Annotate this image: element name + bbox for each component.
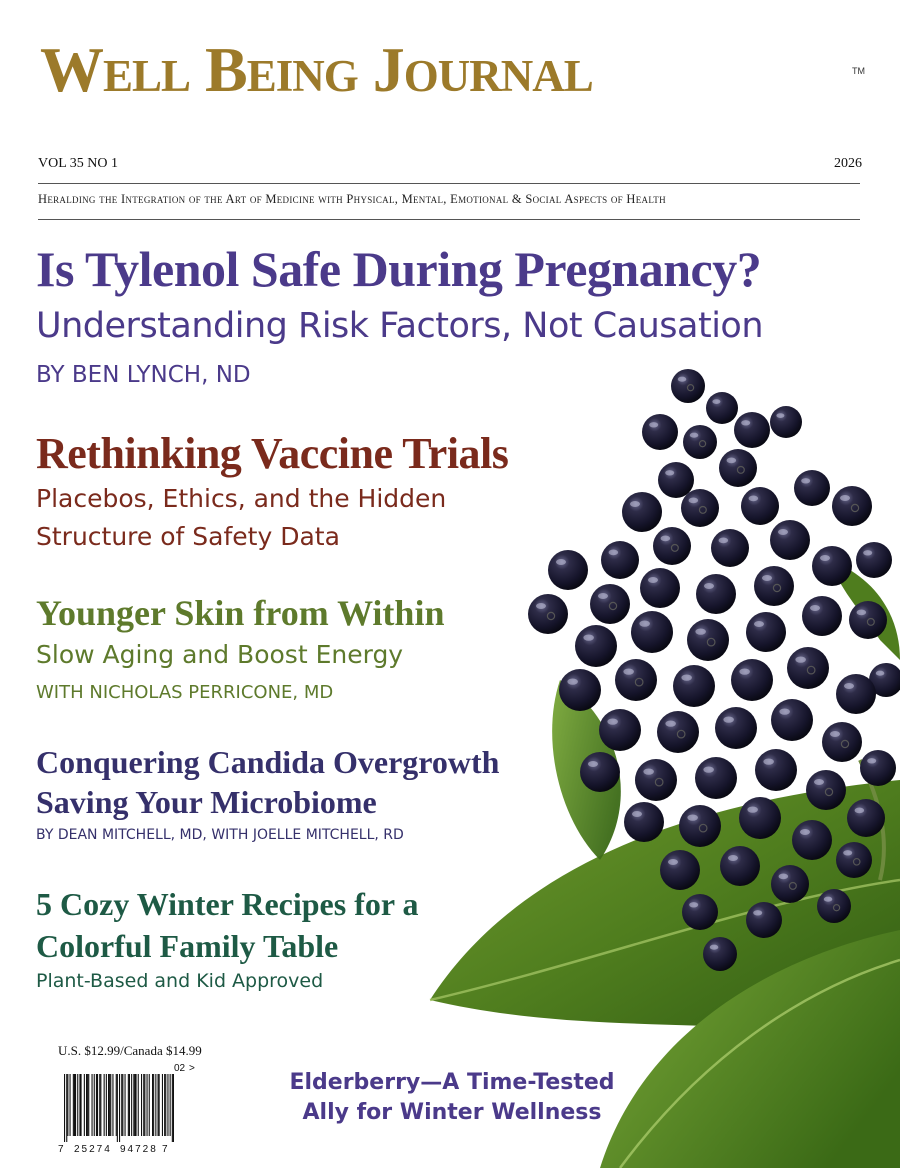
berry xyxy=(802,596,842,636)
barcode-bar xyxy=(162,1074,163,1136)
berry xyxy=(599,709,641,751)
barcode-bar xyxy=(173,1074,174,1142)
berry xyxy=(658,462,694,498)
berry-highlight xyxy=(710,945,719,950)
barcode-bar xyxy=(134,1074,135,1136)
recipes-headline-line1: 5 Cozy Winter Recipes for a xyxy=(36,886,419,922)
barcode-bar xyxy=(67,1074,68,1136)
berry-highlight xyxy=(843,850,852,855)
berry-highlight xyxy=(727,458,737,464)
barcode-bar xyxy=(152,1074,153,1136)
barcode-bar xyxy=(141,1074,142,1136)
berry-highlight xyxy=(678,377,687,382)
berry-highlight xyxy=(536,603,546,609)
barcode-bar xyxy=(106,1074,107,1136)
berry xyxy=(794,470,830,506)
vaccine-subhead-line2: Structure of Safety Data xyxy=(36,522,340,551)
barcode-bar xyxy=(100,1074,101,1136)
divider-top xyxy=(38,183,860,184)
barcode-bar xyxy=(133,1074,134,1136)
berry-highlight xyxy=(649,422,658,427)
barcode-bar xyxy=(112,1074,113,1136)
berry xyxy=(847,799,885,837)
berry xyxy=(731,659,773,701)
berry xyxy=(601,541,639,579)
berry xyxy=(575,625,617,667)
barcode-bar xyxy=(143,1074,144,1136)
berry xyxy=(631,611,673,653)
berry xyxy=(673,665,715,707)
berry-highlight xyxy=(598,593,608,599)
berry-highlight xyxy=(844,683,854,689)
berry-highlight xyxy=(739,668,750,674)
berry-highlight xyxy=(643,768,654,774)
barcode-bar xyxy=(110,1074,111,1136)
berry-highlight xyxy=(867,758,876,763)
berry-highlight xyxy=(607,718,618,724)
berry xyxy=(792,820,832,860)
barcode-bar xyxy=(81,1074,82,1136)
berry-highlight xyxy=(840,495,850,501)
berry-highlight xyxy=(754,621,764,627)
barcode-bar xyxy=(121,1074,122,1136)
berry-highlight xyxy=(623,668,634,674)
berry xyxy=(771,699,813,741)
berry-highlight xyxy=(687,814,698,820)
lead-byline: BY BEN LYNCH, ND xyxy=(36,362,251,388)
berry-highlight xyxy=(723,716,734,722)
elderberry-teaser xyxy=(262,1068,642,1128)
berry-highlight xyxy=(681,674,692,680)
barcode-bar xyxy=(104,1074,105,1136)
elderberry-teaser-line2: Ally for Winter Wellness xyxy=(302,1100,602,1125)
divider-bottom xyxy=(38,219,860,220)
berry-highlight xyxy=(779,874,789,880)
barcode-bar xyxy=(96,1074,97,1136)
berry xyxy=(720,846,760,886)
berry xyxy=(580,752,620,792)
berry xyxy=(770,406,802,438)
skin-subhead: Slow Aging and Boost Energy xyxy=(36,640,404,669)
barcode-bar xyxy=(170,1074,171,1136)
barcode-bar xyxy=(119,1074,120,1142)
vaccine-subhead-line1: Placebos, Ethics, and the Hidden xyxy=(36,484,447,513)
barcode-bar xyxy=(92,1074,93,1136)
berry-highlight xyxy=(556,559,566,565)
barcode-bar xyxy=(158,1074,159,1136)
barcode-digit-left: 7 xyxy=(58,1144,64,1155)
candida-headline-line2: Saving Your Microbiome xyxy=(36,784,377,820)
berry-highlight xyxy=(712,399,720,404)
berry xyxy=(715,707,757,749)
candida-headline-line1: Conquering Candida Overgrowth xyxy=(36,744,500,780)
berry-highlight xyxy=(800,829,810,835)
recipes-headline-line2: Colorful Family Table xyxy=(36,928,339,964)
berry xyxy=(746,902,782,938)
barcode-bar xyxy=(74,1074,75,1136)
barcode-bar xyxy=(75,1074,76,1136)
barcode-digits-group1: 25274 xyxy=(74,1144,112,1155)
issue-number: VOL 35 NO 1 xyxy=(38,156,118,171)
barcode-bar xyxy=(79,1074,80,1136)
berry xyxy=(755,749,797,791)
barcode-bar xyxy=(70,1074,71,1136)
berry-highlight xyxy=(824,897,833,902)
masthead-title: Well Being Journal xyxy=(40,34,593,105)
berry xyxy=(711,529,749,567)
berry-highlight xyxy=(668,859,678,865)
barcode-bar xyxy=(136,1074,137,1136)
barcode-bar xyxy=(97,1074,98,1136)
lead-headline: Is Tylenol Safe During Pregnancy? xyxy=(36,241,762,297)
berry xyxy=(548,550,588,590)
recipes-subhead: Plant-Based and Kid Approved xyxy=(36,970,324,992)
cover-price: U.S. $12.99/Canada $14.99 xyxy=(58,1043,202,1058)
berry-highlight xyxy=(863,550,872,555)
berry-highlight xyxy=(630,501,640,507)
berry-highlight xyxy=(795,656,806,662)
issue-year: 2026 xyxy=(834,156,862,171)
barcode-bar xyxy=(131,1074,132,1136)
vaccine-headline: Rethinking Vaccine Trials xyxy=(36,429,509,478)
barcode-digits-group2: 94728 xyxy=(120,1144,158,1155)
berry-highlight xyxy=(778,529,788,535)
berry-highlight xyxy=(753,910,762,915)
barcode-bar xyxy=(155,1074,156,1136)
berry-highlight xyxy=(690,433,699,438)
lead-subhead: Understanding Risk Factors, Not Causation xyxy=(36,306,764,346)
berry xyxy=(741,487,779,525)
berry-highlight xyxy=(749,496,759,502)
barcode-addon: 02 xyxy=(174,1063,186,1074)
berry-highlight xyxy=(703,766,714,772)
barcode-bar xyxy=(88,1074,89,1136)
berry-highlight xyxy=(588,761,598,767)
barcode-bar xyxy=(86,1074,87,1136)
barcode-bar xyxy=(164,1074,165,1136)
berry-highlight xyxy=(779,708,790,714)
berry-highlight xyxy=(665,720,676,726)
berry-highlight xyxy=(747,806,758,812)
berry-highlight xyxy=(583,634,594,640)
berry-highlight xyxy=(857,610,867,616)
barcode-bar xyxy=(129,1074,130,1136)
barcode-bar xyxy=(73,1074,74,1136)
berry-highlight xyxy=(632,811,642,817)
berry xyxy=(682,894,718,930)
berry-highlight xyxy=(810,605,820,611)
berry-highlight xyxy=(695,628,706,634)
berry-highlight xyxy=(639,620,650,626)
svg-text:>: > xyxy=(189,1063,195,1074)
barcode-bar xyxy=(138,1074,139,1136)
berry-highlight xyxy=(689,902,698,907)
berry-highlight xyxy=(648,577,658,583)
berry-highlight xyxy=(814,779,824,785)
berry xyxy=(860,750,896,786)
berry xyxy=(746,612,786,652)
berry xyxy=(770,520,810,560)
berry-highlight xyxy=(665,470,674,475)
barcode-bar xyxy=(66,1074,67,1142)
barcode xyxy=(58,1060,208,1155)
berry-highlight xyxy=(830,731,840,737)
berry xyxy=(812,546,852,586)
berry-highlight xyxy=(567,678,578,684)
barcode-bar xyxy=(125,1074,126,1136)
berry-highlight xyxy=(876,671,885,676)
berry xyxy=(703,937,737,971)
barcode-bar xyxy=(64,1074,65,1142)
barcode-bar xyxy=(128,1074,129,1136)
barcode-bar xyxy=(109,1074,110,1136)
berry-highlight xyxy=(728,855,738,861)
barcode-bar xyxy=(122,1074,123,1136)
berry-highlight xyxy=(763,758,774,764)
barcode-bar xyxy=(165,1074,166,1136)
barcode-bar xyxy=(159,1074,160,1136)
berry xyxy=(640,568,680,608)
berry-highlight xyxy=(719,538,729,544)
berry xyxy=(695,757,737,799)
candida-byline: BY DEAN MITCHELL, MD, WITH JOELLE MITCHELL, RD xyxy=(36,827,404,843)
barcode-bar xyxy=(149,1074,150,1136)
berry xyxy=(660,850,700,890)
barcode-bar xyxy=(147,1074,148,1136)
berry-highlight xyxy=(661,536,671,542)
berry xyxy=(696,574,736,614)
berry xyxy=(739,797,781,839)
skin-headline: Younger Skin from Within xyxy=(36,593,445,633)
berry xyxy=(642,414,678,450)
berry xyxy=(706,392,738,424)
berry-highlight xyxy=(609,550,619,556)
berry xyxy=(622,492,662,532)
berry xyxy=(624,802,664,842)
berry-highlight xyxy=(741,420,750,425)
berry xyxy=(734,412,770,448)
barcode-bar xyxy=(167,1074,168,1136)
barcode-digit-right: 7 xyxy=(162,1144,168,1155)
barcode-bar xyxy=(77,1074,78,1136)
trademark-mark: TM xyxy=(852,66,865,76)
elderberry-teaser-line1: Elderberry—A Time-Tested xyxy=(289,1070,615,1095)
berry-highlight xyxy=(801,478,810,483)
berry-highlight xyxy=(704,583,714,589)
skin-byline: WITH NICHOLAS PERRICONE, MD xyxy=(36,682,334,703)
barcode-bar xyxy=(84,1074,85,1136)
barcode-bar xyxy=(116,1074,117,1136)
barcode-bar xyxy=(172,1074,173,1142)
barcode-bar xyxy=(87,1074,88,1136)
barcode-bar xyxy=(117,1074,118,1142)
barcode-bar xyxy=(94,1074,95,1136)
berry-highlight xyxy=(776,413,784,418)
berry-highlight xyxy=(689,498,699,504)
tagline: Heralding the Integration of the Art of Medicine with Physical, Mental, Emotional & Social Aspects of Health xyxy=(38,192,666,206)
berry-highlight xyxy=(762,575,772,581)
berry-highlight xyxy=(855,808,865,814)
berry xyxy=(856,542,892,578)
barcode-bar xyxy=(99,1074,100,1136)
barcode-bar xyxy=(153,1074,154,1136)
barcode-bar xyxy=(108,1074,109,1136)
berry-highlight xyxy=(820,555,830,561)
berry xyxy=(836,674,876,714)
barcode-bar xyxy=(144,1074,145,1136)
berry xyxy=(559,669,601,711)
